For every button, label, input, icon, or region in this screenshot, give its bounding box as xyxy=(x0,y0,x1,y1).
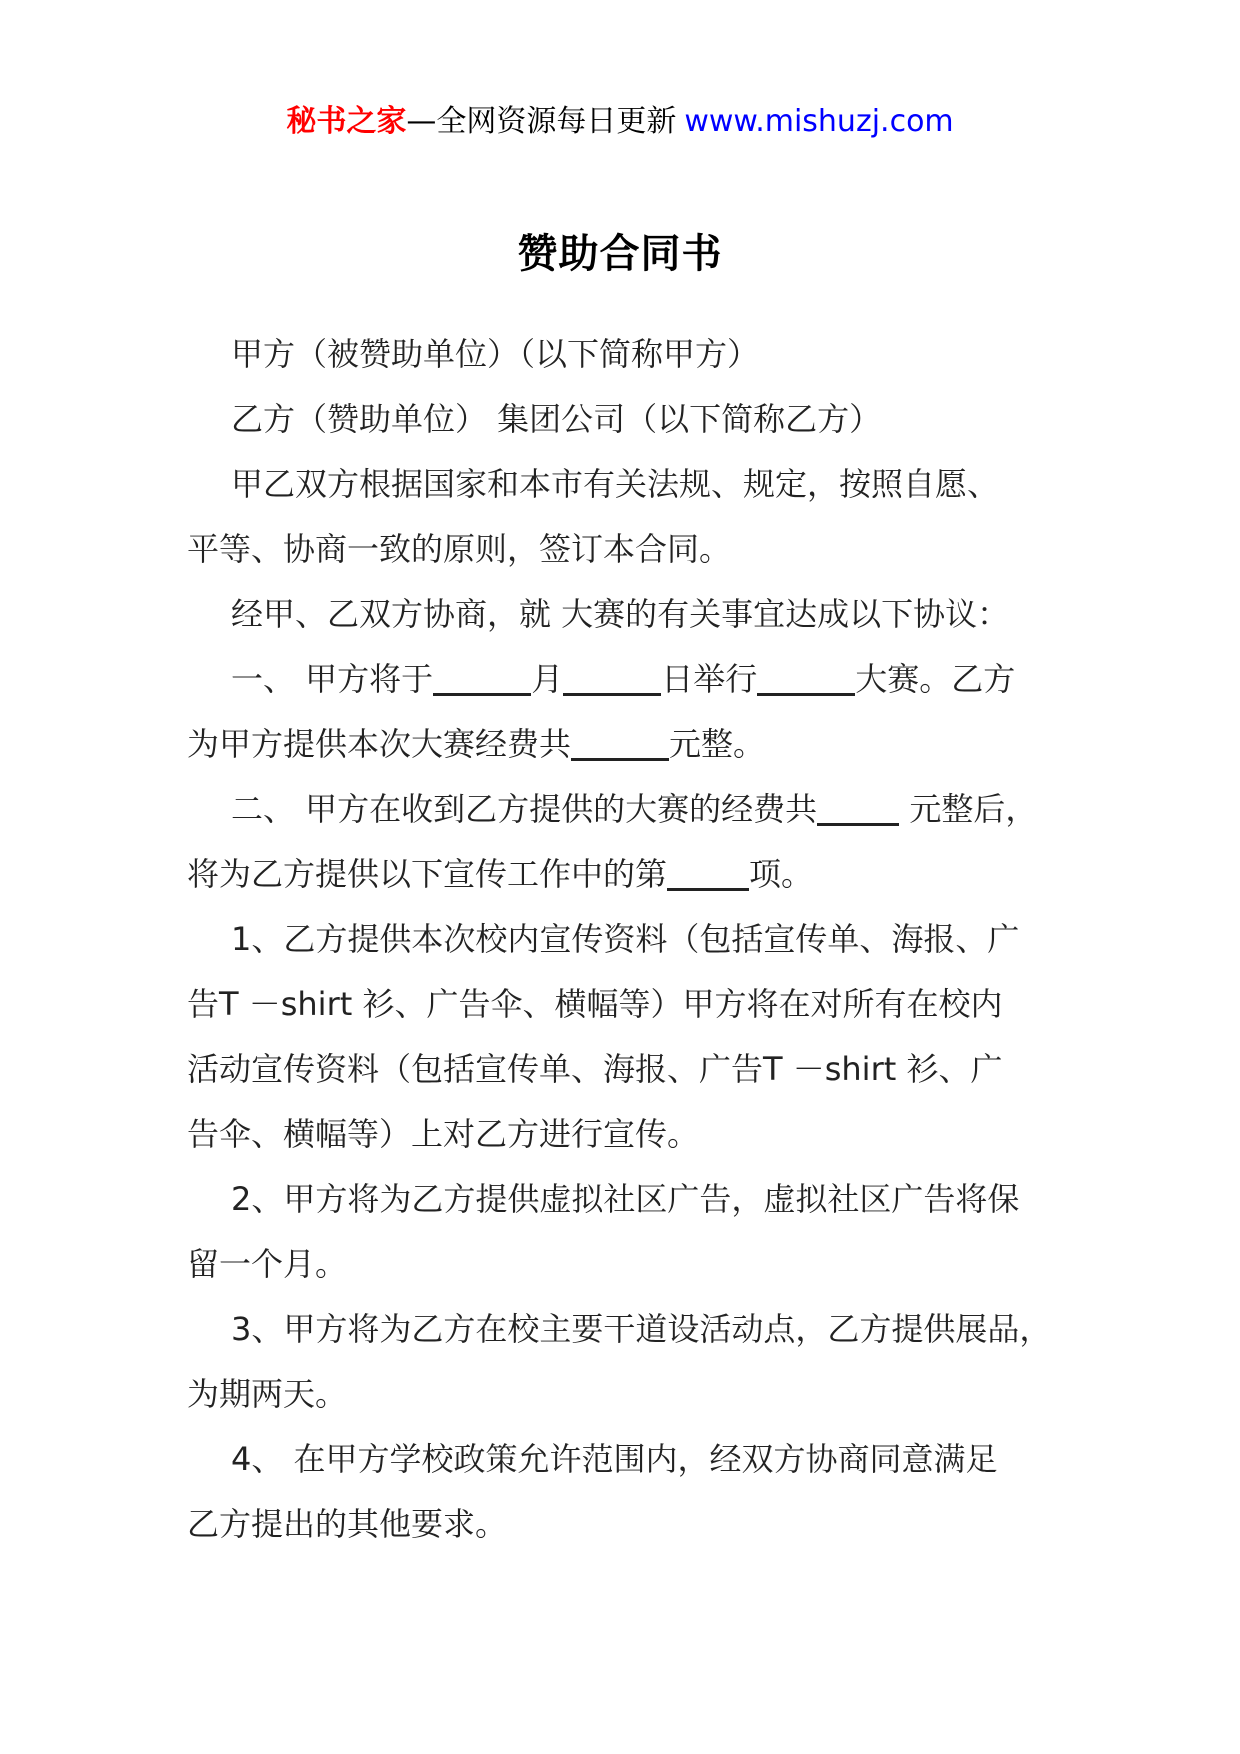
clause-one-line-2 xyxy=(143,712,1087,777)
blank-item-number[interactable] xyxy=(667,852,749,891)
clause-two-text-b: 元整后， xyxy=(899,790,1038,828)
clause-one-text-c: 日举行 xyxy=(661,660,758,698)
preamble-paragraph xyxy=(187,452,1087,582)
item-4-line-2: 乙方提出的其他要求。 xyxy=(187,1505,508,1543)
item-1-line-4: 告伞、横幅等）上对乙方进行宣传。 xyxy=(187,1115,700,1153)
clause-one-text-d: 大赛。乙方 xyxy=(855,660,1016,698)
document-body xyxy=(187,322,1087,1557)
item-1-line-3: 活动宣传资料（包括宣传单、海报、广告T －shirt 衫、广 xyxy=(187,1050,1003,1088)
clause-one xyxy=(187,647,1087,777)
clause-two xyxy=(187,777,1087,907)
site-header xyxy=(0,100,1240,144)
preamble-line-1: 甲乙双方根据国家和本市有关法规、规定，按照自愿、 xyxy=(231,465,1000,503)
site-url-link[interactable]: www.mishuzj.com xyxy=(684,104,954,139)
clause-one-text-a: 一、 甲方将于 xyxy=(231,660,434,698)
preamble-line-2: 平等、协商一致的原则，签订本合同。 xyxy=(187,530,732,568)
blank-day[interactable] xyxy=(563,657,661,696)
clause-two-line-2 xyxy=(143,842,1087,907)
item-3-line-2: 为期两天。 xyxy=(187,1375,348,1413)
item-4 xyxy=(187,1427,1087,1557)
clause-one-text-f: 元整。 xyxy=(669,725,766,763)
document-title: 赞助合同书 xyxy=(517,231,723,277)
item-2 xyxy=(187,1167,1087,1297)
clause-two-text-c: 将为乙方提供以下宣传工作中的第 xyxy=(187,855,668,893)
item-1-line-1: 1、乙方提供本次校内宣传资料（包括宣传单、海报、广 xyxy=(231,920,1020,958)
item-3-line-1: 3、甲方将为乙方在校主要干道设活动点，乙方提供展品， xyxy=(231,1310,1052,1348)
clause-one-text-e: 为甲方提供本次大赛经费共 xyxy=(187,725,572,763)
clause-one-line-1 xyxy=(187,647,1087,712)
agreement-intro: 经甲、乙双方协商，就 大赛的有关事宜达成以下协议： xyxy=(231,595,1010,633)
item-2-line-1: 2、甲方将为乙方提供虚拟社区广告，虚拟社区广告将保 xyxy=(231,1180,1020,1218)
item-3 xyxy=(187,1297,1087,1427)
item-1 xyxy=(187,907,1087,1167)
clause-two-text-a: 二、 甲方在收到乙方提供的大赛的经费共 xyxy=(231,790,818,828)
blank-month[interactable] xyxy=(433,657,531,696)
clause-one-text-b: 月 xyxy=(531,660,564,698)
site-tagline: —全网资源每日更新 xyxy=(406,104,677,139)
item-2-line-2: 留一个月。 xyxy=(187,1245,348,1283)
clause-two-text-d: 项。 xyxy=(749,855,814,893)
item-1-line-2: 告T －shirt 衫、广告伞、横幅等）甲方将在对所有在校内 xyxy=(187,985,1003,1023)
item-4-line-1: 4、 在甲方学校政策允许范围内，经双方协商同意满足 xyxy=(231,1440,998,1478)
blank-contest-name[interactable] xyxy=(757,657,855,696)
site-brand: 秘书之家 xyxy=(286,104,407,139)
clause-two-line-1 xyxy=(187,777,1087,842)
party-b-line: 乙方（赞助单位） 集团公司（以下简称乙方） xyxy=(231,400,882,438)
blank-received-amount[interactable] xyxy=(817,787,899,826)
party-a-line: 甲方（被赞助单位）（以下简称甲方） xyxy=(231,335,760,373)
blank-funding-amount[interactable] xyxy=(571,722,669,761)
